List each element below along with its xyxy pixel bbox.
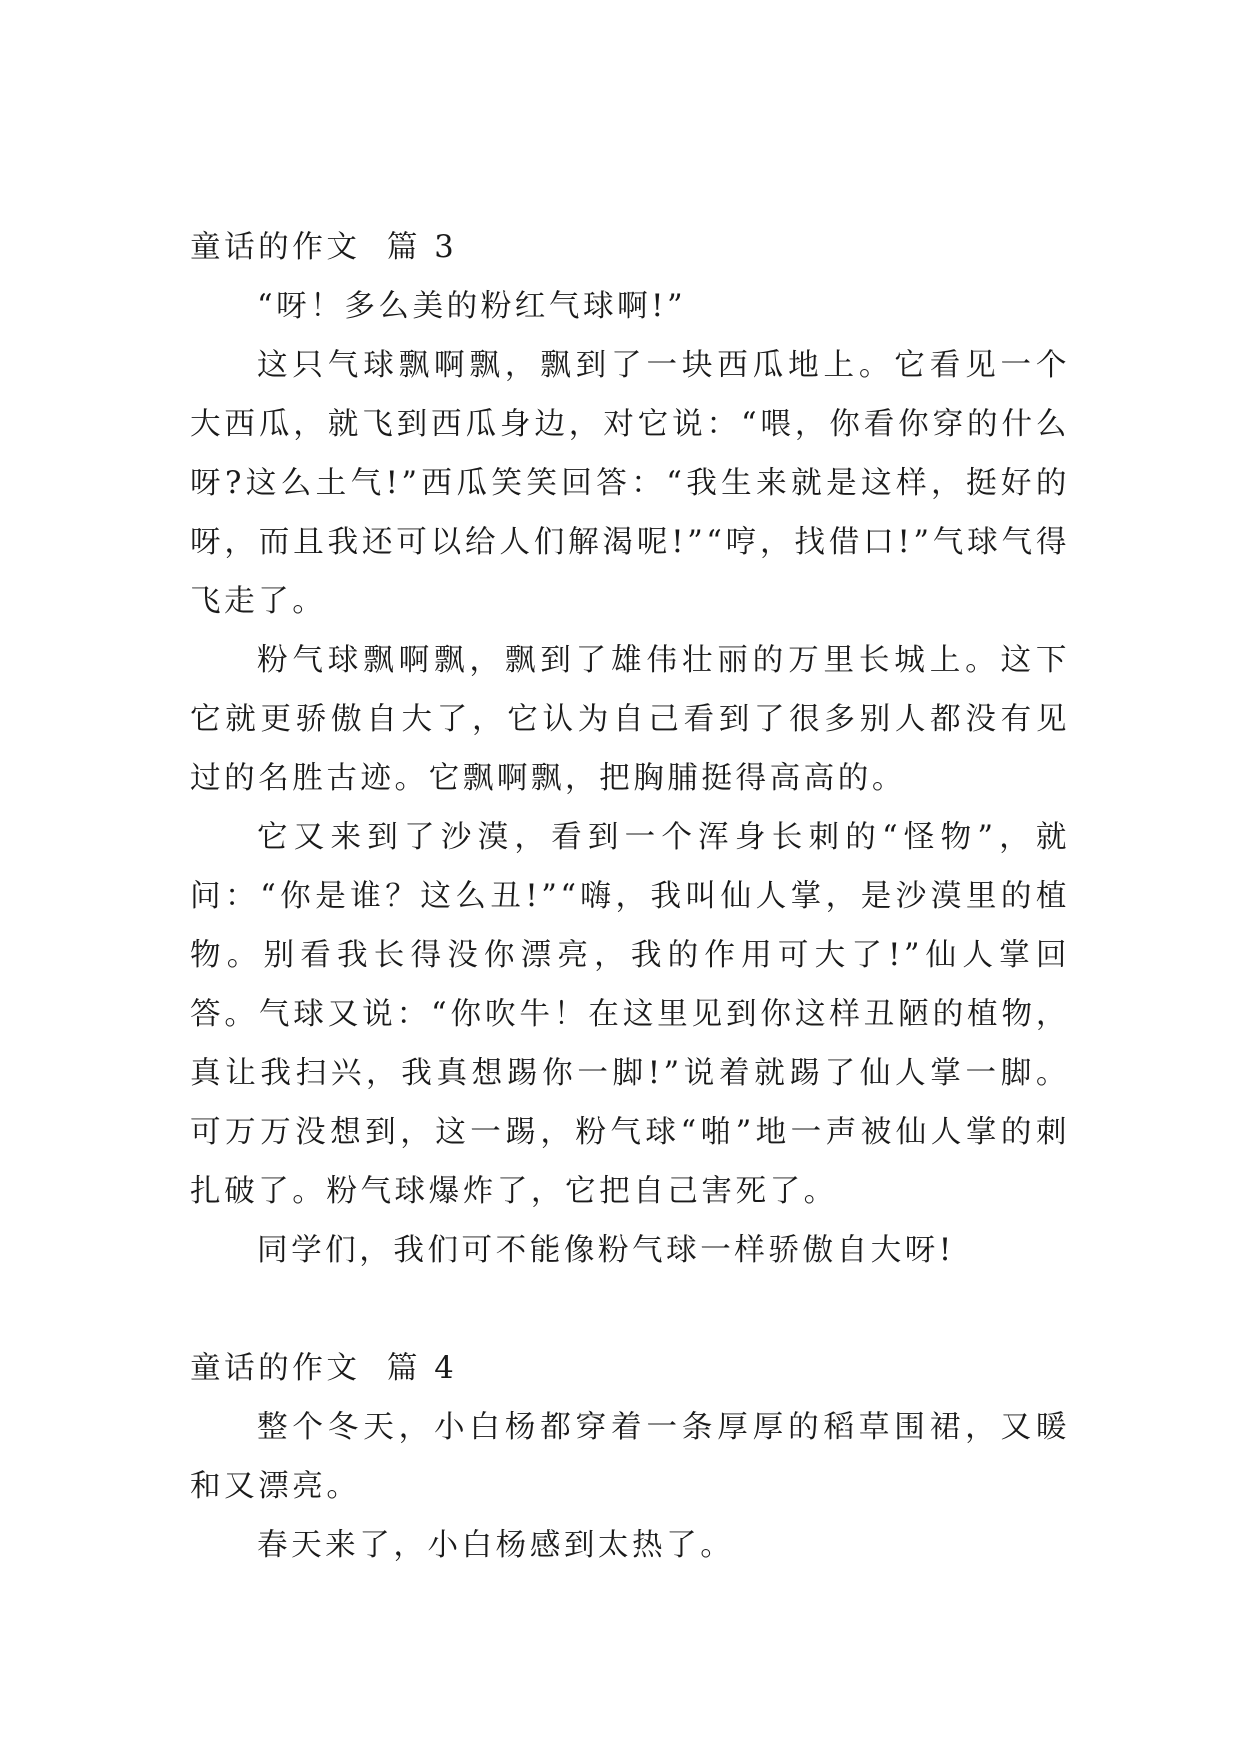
paragraph: 同学们，我们可不能像粉气球一样骄傲自大呀! [257,1233,955,1268]
section-title: 童话的作文 篇 4 [190,1351,458,1386]
paragraph: 春天来了，小白杨感到太热了。 [257,1528,735,1563]
section-spacer [190,1280,1070,1339]
section-title: 童话的作文 篇 3 [190,230,458,265]
paragraph: 整个冬天，小白杨都穿着一条厚厚的稻草围裙，又暖和又漂亮。 [190,1410,1070,1504]
paragraph: “呀！多么美的粉红气球啊!” [257,289,687,324]
paragraph: 这只气球飘啊飘，飘到了一块西瓜地上。它看见一个大西瓜，就飞到西瓜身边，对它说：“喂，你看你穿的什么呀?这么土气!”西瓜笑笑回答：“我生来就是这样，挺好的呀，而且我还可以给人们解渴呢!”“哼，找借口!”气球气得飞走了。 [190,348,1070,619]
paragraph: 粉气球飘啊飘，飘到了雄伟壮丽的万里长城上。这下它就更骄傲自大了，它认为自己看到了很多别人都没有见过的名胜古迹。它飘啊飘，把胸脯挺得高高的。 [190,643,1070,796]
document-body [190,218,1070,1575]
paragraph: 它又来到了沙漠，看到一个浑身长刺的“怪物”，就问：“你是谁？这么丑!”“嗨，我叫仙人掌，是沙漠里的植物。别看我长得没你漂亮，我的作用可大了!”仙人掌回答。气球又说：“你吹牛！在这里见到你这样丑陋的植物，真让我扫兴，我真想踢你一脚!”说着就踢了仙人掌一脚。可万万没想到，这一踢，粉气球“啪”地一声被仙人掌的刺扎破了。粉气球爆炸了，它把自己害死了。 [190,820,1070,1209]
